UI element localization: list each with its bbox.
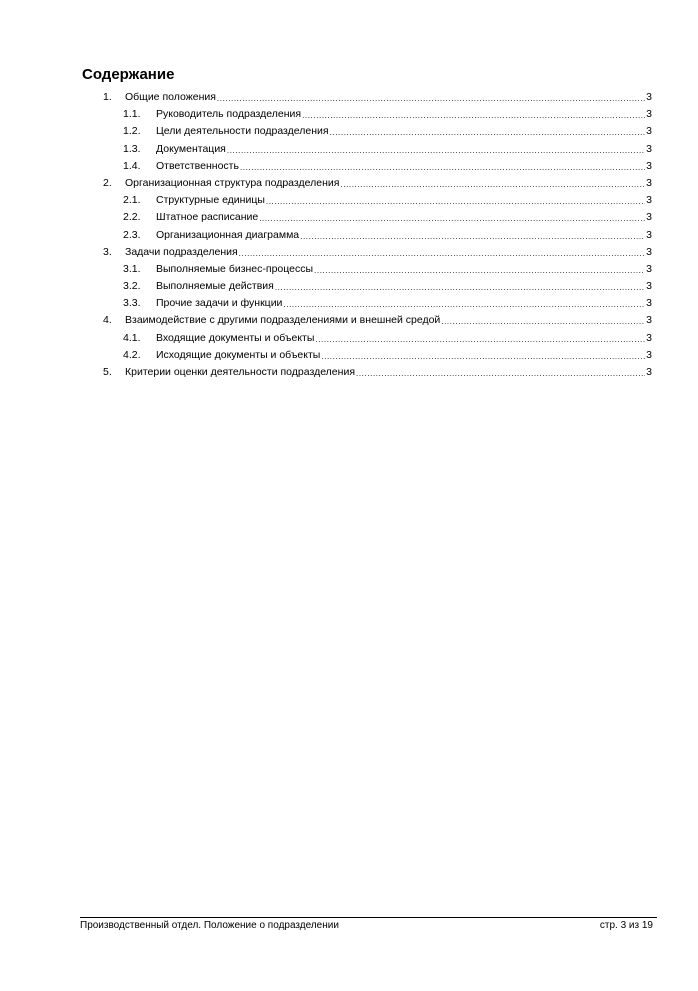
toc-entry[interactable] [103,228,652,245]
toc-entry-number: 1.3. [123,142,141,155]
footer-page-number: стр. 3 из 19 [599,920,653,931]
toc-entry-text: Исходящие документы и объекты [156,348,321,361]
toc-entry-page: 3 [646,245,652,258]
toc-leader-dots [217,93,645,105]
toc-entry[interactable] [103,176,652,193]
toc-entry[interactable] [103,365,652,382]
toc-entry-page: 3 [646,262,652,275]
toc-leader-dots [330,127,646,139]
toc-leader-dots [302,110,645,122]
toc-leader-dots [266,196,645,208]
toc-leader-dots [321,351,645,363]
toc-entry-text: Взаимодействие с другими подразделениями и внешней средой [125,314,441,327]
toc-entry-number: 1.1. [123,108,141,121]
toc-entry-page: 3 [646,211,652,224]
toc-entry-text: Прочие задачи и функции [156,297,283,310]
toc-entry-page: 3 [646,142,652,155]
toc-entry-page: 3 [646,228,652,241]
toc-entry-number: 4.1. [123,331,141,344]
toc-entry-text: Выполняемые действия [156,280,274,293]
toc-entry-page: 3 [646,348,652,361]
toc-entry-number: 2. [103,176,112,189]
toc-entry-number: 3.3. [123,297,141,310]
toc-leader-dots [227,145,645,157]
toc-entry-text: Цели деятельности подразделения [156,125,329,138]
toc-leader-dots [239,248,645,260]
toc-entry-page: 3 [646,280,652,293]
toc-entry[interactable] [103,193,652,210]
toc-leader-dots [240,162,645,174]
toc-entry[interactable] [103,124,652,141]
toc-entry-page: 3 [646,125,652,138]
toc-entry-page: 3 [646,297,652,310]
toc-entry-number: 1.4. [123,159,141,172]
toc-entry-text: Штатное расписание [156,211,259,224]
toc-title: Содержание [82,66,175,83]
toc-entry-page: 3 [646,91,652,103]
toc-entry-page: 3 [646,176,652,189]
toc-leader-dots [259,213,645,225]
toc-entry[interactable] [103,313,652,330]
toc-entry-text: Критерии оценки деятельности подразделения [125,366,356,378]
toc-entry-number: 1.2. [123,125,141,138]
toc-entry-number: 5. [103,366,112,378]
toc-entry-text: Структурные единицы [156,194,265,207]
toc-entry[interactable] [103,296,652,313]
toc-entry-number: 2.2. [123,211,141,224]
footer-document-title: Производственный отдел. Положение о подразделении [80,920,339,931]
toc-leader-dots [300,231,645,243]
toc-leader-dots [314,265,645,277]
toc-entry[interactable] [103,245,652,262]
toc-entry-text: Задачи подразделения [125,245,238,258]
toc-entry-text: Ответственность [156,159,239,172]
table-of-contents [103,90,652,382]
toc-entry-text: Входящие документы и объекты [156,331,315,344]
toc-entry-page: 3 [646,108,652,121]
footer-divider [80,917,657,918]
toc-entry-number: 2.1. [123,194,141,207]
toc-entry-text: Организационная структура подразделения [125,176,340,189]
toc-entry[interactable] [103,159,652,176]
toc-leader-dots [283,299,645,311]
toc-entry-number: 1. [103,91,112,103]
toc-entry[interactable] [103,107,652,124]
toc-entry-number: 2.3. [123,228,141,241]
toc-entry-text: Выполняемые бизнес-процессы [156,262,314,275]
toc-entry-text: Организационная диаграмма [156,228,300,241]
toc-entry-text: Общие положения [125,91,216,103]
toc-entry-number: 3. [103,245,112,258]
toc-entry[interactable] [103,142,652,159]
toc-leader-dots [275,282,645,294]
toc-entry-page: 3 [646,366,652,378]
toc-entry[interactable] [103,210,652,227]
toc-entry-text: Документация [156,142,226,155]
toc-entry-page: 3 [646,194,652,207]
toc-entry[interactable] [103,331,652,348]
toc-entry-number: 4. [103,314,112,327]
toc-entry-number: 3.1. [123,262,141,275]
toc-leader-dots [356,368,645,380]
toc-entry[interactable] [103,262,652,279]
toc-entry-page: 3 [646,159,652,172]
toc-entry-number: 4.2. [123,348,141,361]
toc-entry-text: Руководитель подразделения [156,108,302,121]
toc-entry-page: 3 [646,331,652,344]
toc-entry[interactable] [103,279,652,296]
toc-entry[interactable] [103,90,652,107]
toc-leader-dots [315,334,645,346]
toc-leader-dots [340,179,645,191]
toc-entry[interactable] [103,348,652,365]
toc-entry-page: 3 [646,314,652,327]
toc-entry-number: 3.2. [123,280,141,293]
toc-leader-dots [441,316,645,328]
